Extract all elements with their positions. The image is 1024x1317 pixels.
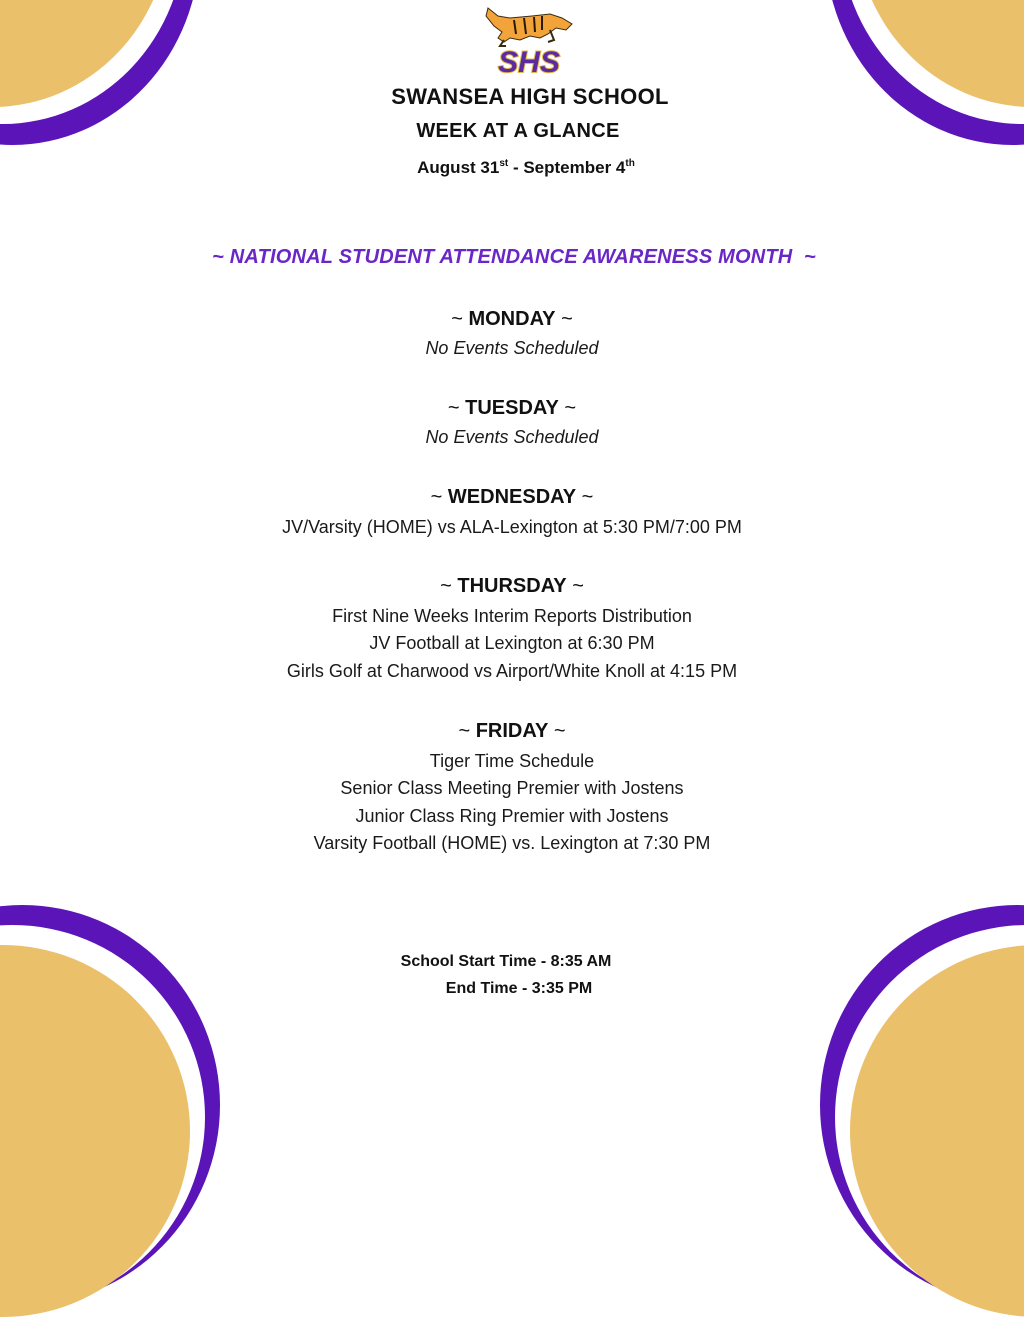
school-name: SWANSEA HIGH SCHOOL — [391, 84, 669, 109]
date-start-suffix: st — [499, 158, 509, 169]
week-title: WEEK AT A GLANCE — [416, 120, 620, 142]
event-friday-0: Tiger Time Schedule — [429, 751, 595, 771]
day-header-thursday: ~ THURSDAY ~ — [440, 575, 584, 597]
event-friday-2: Junior Class Ring Premier with Jostens — [355, 806, 669, 826]
tiger-icon — [480, 4, 578, 78]
day-header-monday: ~ MONDAY ~ — [451, 308, 573, 330]
event-thursday-2: Girls Golf at Charwood vs Airport/White Knoll at 4:15 PM — [286, 661, 738, 681]
logo-text: SHS — [498, 46, 560, 78]
event-wednesday-0: JV/Varsity (HOME) vs ALA-Lexington at 5:30 PM/7:00 PM — [282, 517, 742, 537]
day-label-wednesday: WEDNESDAY — [447, 486, 577, 508]
school-start-time: School Start Time - 8:35 AM — [400, 953, 612, 970]
day-header-friday: ~ FRIDAY ~ — [458, 720, 566, 742]
event-thursday-1: JV Football at Lexington at 6:30 PM — [369, 633, 655, 653]
day-header-wednesday: ~ WEDNESDAY ~ — [430, 486, 594, 508]
event-tuesday-0: No Events Scheduled — [425, 427, 599, 447]
date-separator: - — [508, 158, 524, 177]
event-thursday-0: First Nine Weeks Interim Reports Distribution — [332, 606, 692, 626]
event-monday-0: No Events Scheduled — [425, 338, 599, 358]
day-label-friday: FRIDAY — [475, 720, 549, 742]
day-header-tuesday: ~ TUESDAY ~ — [447, 397, 577, 419]
event-friday-1: Senior Class Meeting Premier with Jostens — [340, 778, 684, 798]
shs-tiger-logo — [480, 4, 578, 78]
event-friday-3: Varsity Football (HOME) vs. Lexington at 7:30 PM — [313, 833, 711, 853]
date-end-suffix: th — [625, 158, 635, 169]
date-range — [14, 158, 1024, 178]
day-label-thursday: THURSDAY — [457, 575, 567, 597]
date-end: September 4 — [523, 158, 626, 177]
date-start: August 31 — [417, 158, 500, 177]
day-label-tuesday: TUESDAY — [465, 397, 559, 419]
attendance-month-banner: ~ NATIONAL STUDENT ATTENDANCE AWARENESS MONTH ~ — [212, 246, 816, 268]
day-label-monday: MONDAY — [468, 308, 556, 330]
school-end-time: End Time - 3:35 PM — [445, 980, 593, 997]
